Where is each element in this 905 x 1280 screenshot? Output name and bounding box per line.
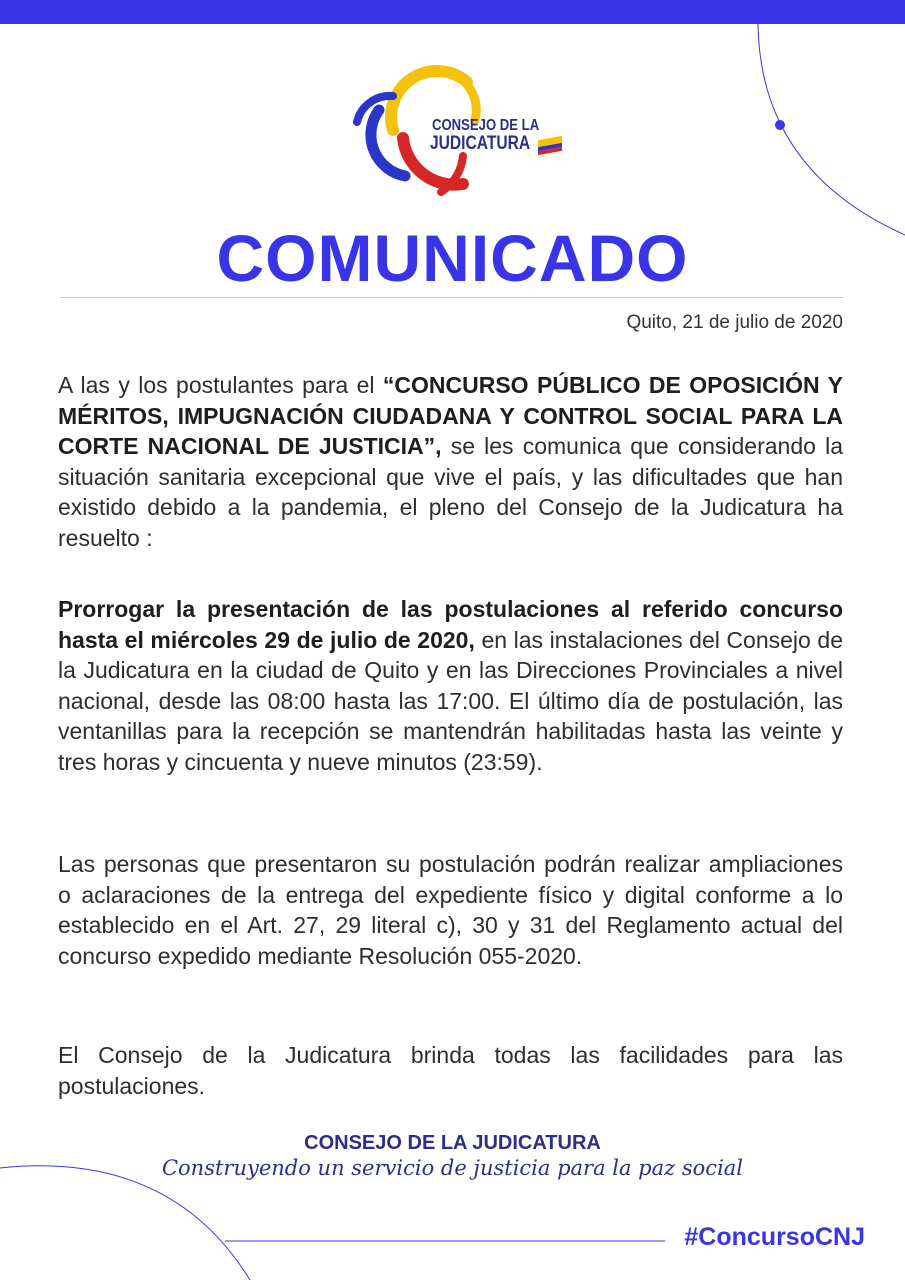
footer-organization: CONSEJO DE LA JUDICATURA [304,1132,601,1154]
paragraph-closing: El Consejo de la Judicatura brinda todas las facilidades para las postulaciones. [58,1042,843,1099]
page-title: COMUNICADO [216,221,689,295]
paragraph-announcement: A las y los postulantes para el “CONCURSO PÚBLICO DE OPOSICIÓN Y MÉRITOS, IMPUGNACIÓN CIUDADANA Y CONTROL SOCIAL PARA LA CORTE NACIONAL DE JUSTICIA”, se les comunica que considerando la situación sanitaria excepcional que vive el país, y las dificultades que han existido debido a la pandemia, el pleno del Consejo de la Judicatura ha resuelto : [58,372,843,551]
logo-text-line1: CONSEJO DE LA [432,117,540,134]
document-date: Quito, 21 de julio de 2020 [626,312,843,333]
paragraph-amendments: Las personas que presentaron su postulación podrán realizar ampliaciones o aclaraciones de la entrega del expediente físico y digital conforme a lo establecido en el Art. 27, 29 literal c), 30 y 31 del Reglamento actual del concurso expedido mediante Resolución 055-2020. [58,851,843,969]
logo-text-line2: JUDICATURA [430,133,531,154]
footer-slogan: Construyendo un servicio de justicia para la paz social [161,1156,744,1180]
hashtag: #ConcursoCNJ [684,1223,865,1251]
paragraph-resolution: Prorrogar la presentación de las postulaciones al referido concurso hasta el miércoles 29 de julio de 2020, en las instalaciones del Consejo de la Judicatura en la ciudad de Quito y en las Direcciones Provinciales a nivel nacional, desde las 08:00 hasta las 17:00. El último día de postulación, las ventanillas para la recepción se mantendrán habilitadas hasta las veinte y tres horas y cincuenta y nueve minutos (23:59). [58,596,843,775]
divider [60,297,843,298]
